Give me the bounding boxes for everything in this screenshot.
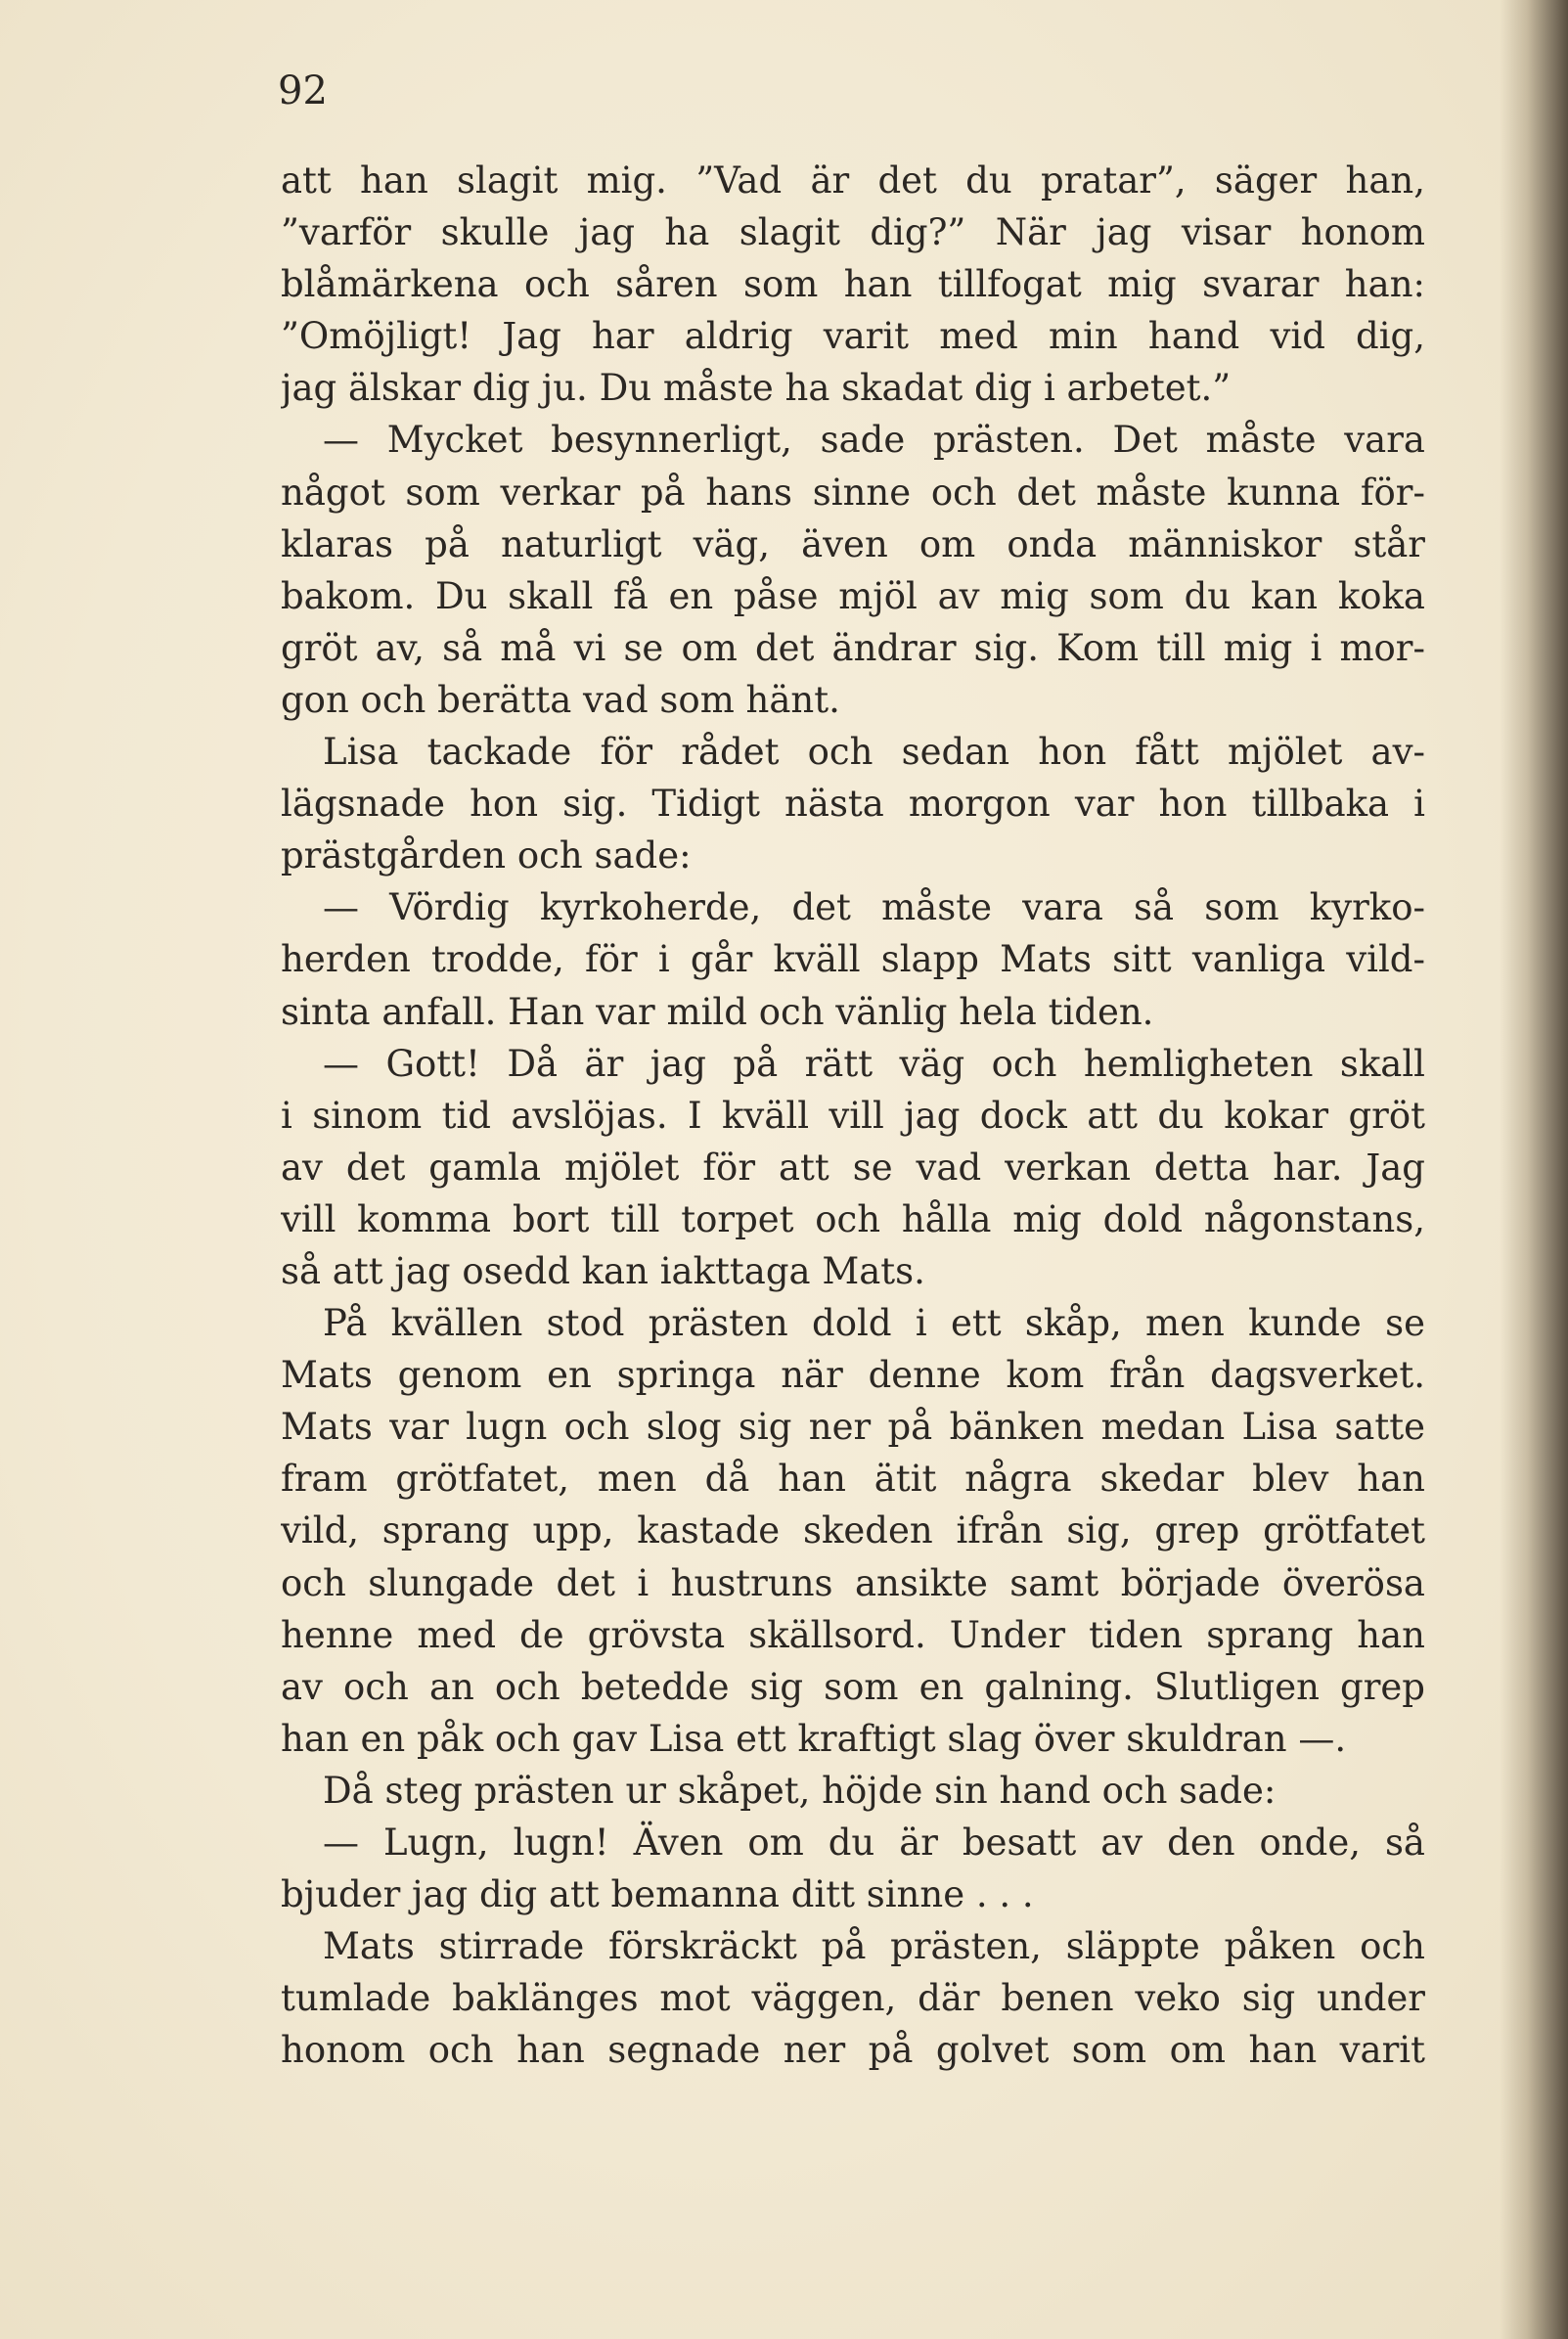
text-line: bjuder jag dig att bemanna ditt sinne . . . [281, 1873, 1034, 1916]
binding-shadow [1500, 0, 1568, 2339]
text-line: tumlade baklänges mot väggen, där benen veko sig under [281, 1977, 1425, 2020]
text-line: — Vördig kyrkoherde, det måste vara så som kyrko- [323, 886, 1425, 929]
text-line: bakom. Du skall få en påse mjöl av mig som du kan koka [281, 574, 1425, 617]
text-line: — Gott! Då är jag på rätt väg och hemligheten skall [323, 1042, 1425, 1085]
text-line: Mats stirrade förskräckt på prästen, släppte påken och [323, 1925, 1425, 1968]
text-line: något som verkar på hans sinne och det måste kunna för- [281, 471, 1425, 514]
text-line: att han slagit mig. ”Vad är det du pratar”, säger han, [281, 159, 1425, 202]
text-line: så att jag osedd kan iakttaga Mats. [281, 1249, 925, 1292]
body-text [281, 155, 1425, 2076]
text-line: prästgården och sade: [281, 834, 692, 877]
text-line: av det gamla mjölet för att se vad verkan detta har. Jag [281, 1146, 1425, 1189]
text-line: gon och berätta vad som hänt. [281, 678, 840, 721]
text-line: — Mycket besynnerligt, sade prästen. Det måste vara [323, 419, 1425, 462]
page-number: 92 [278, 68, 328, 113]
text-line: av och an och betedde sig som en galning. Slutligen grep [281, 1665, 1425, 1708]
text-line: vill komma bort till torpet och hålla mig dold någonstans, [281, 1197, 1425, 1240]
text-line: vild, sprang upp, kastade skeden ifrån sig, grep grötfatet [281, 1509, 1425, 1552]
text-line: Lisa tackade för rådet och sedan hon fått mjölet av- [323, 731, 1425, 774]
text-line: klaras på naturligt väg, även om onda människor står [281, 522, 1425, 565]
text-line: ”varför skulle jag ha slagit dig?” När jag visar honom [281, 211, 1425, 254]
text-line: gröt av, så må vi se om det ändrar sig. Kom till mig i mor- [281, 626, 1425, 669]
text-line: han en påk och gav Lisa ett kraftigt slag över skuldran —. [281, 1717, 1347, 1760]
text-line: och slungade det i hustruns ansikte samt började överösa [281, 1561, 1425, 1604]
text-line: lägsnade hon sig. Tidigt nästa morgon var hon tillbaka i [281, 783, 1425, 826]
text-line: jag älskar dig ju. Du måste ha skadat dig i arbetet.” [281, 367, 1232, 410]
text-line: Mats var lugn och slog sig ner på bänken medan Lisa satte [281, 1406, 1425, 1449]
text-line: På kvällen stod prästen dold i ett skåp, men kunde se [323, 1302, 1425, 1345]
text-line: ”Omöjligt! Jag har aldrig varit med min hand vid dig, [281, 315, 1425, 358]
text-line: Mats genom en springa när denne kom från dagsverket. [281, 1354, 1425, 1397]
text-line: herden trodde, för i går kväll slapp Mats sitt vanliga vild- [281, 938, 1425, 981]
text-line: honom och han segnade ner på golvet som om han varit [281, 2029, 1425, 2072]
text-line: sinta anfall. Han var mild och vänlig hela tiden. [281, 990, 1154, 1033]
text-line: fram grötfatet, men då han ätit några skedar blev han [281, 1458, 1425, 1501]
text-line: blåmärkena och såren som han tillfogat mig svarar han: [281, 263, 1425, 306]
text-line: — Lugn, lugn! Även om du är besatt av den onde, så [323, 1822, 1425, 1864]
text-line: henne med de grövsta skällsord. Under tiden sprang han [281, 1613, 1425, 1656]
text-line: Då steg prästen ur skåpet, höjde sin hand och sade: [323, 1769, 1277, 1812]
text-line: i sinom tid avslöjas. I kväll vill jag dock att du kokar gröt [281, 1094, 1425, 1137]
